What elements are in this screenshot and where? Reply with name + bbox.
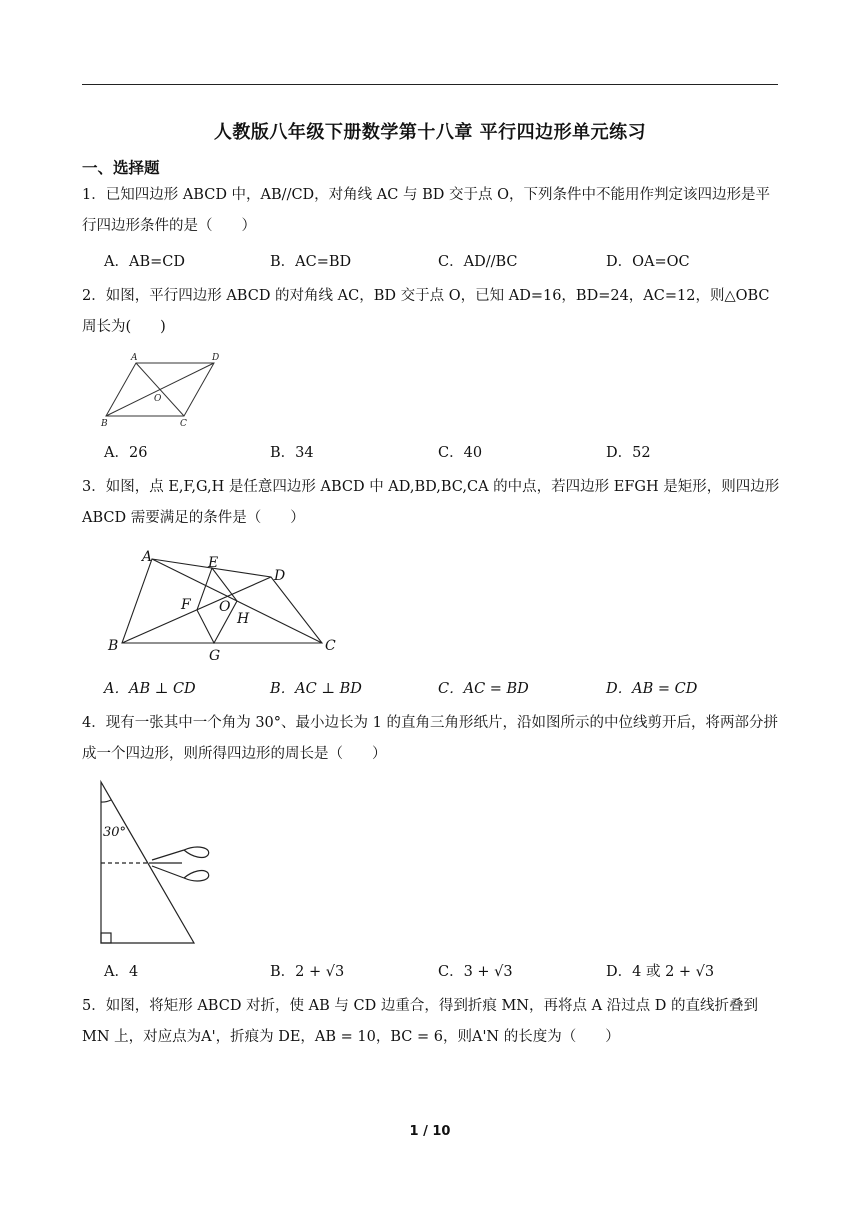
option-b[interactable]: B．AC ⊥ BD bbox=[270, 681, 362, 697]
option-c[interactable]: C．40 bbox=[438, 445, 483, 461]
label-f: F bbox=[181, 597, 191, 613]
option-c[interactable]: C．AC = BD bbox=[438, 681, 529, 697]
quadrilateral-figure bbox=[102, 544, 347, 664]
option-a[interactable]: A．AB=CD bbox=[104, 254, 185, 270]
label-a: A bbox=[131, 353, 138, 363]
option-d[interactable]: D．52 bbox=[606, 445, 651, 461]
label-e: E bbox=[208, 555, 219, 571]
label-h: H bbox=[237, 611, 250, 627]
question-2-stem: 2．如图，平行四边形 ABCD 的对角线 AC，BD 交于点 O，已知 AD=16，BD=24，AC=12，则△OBC 周长为( ) bbox=[82, 288, 770, 335]
label-a: A bbox=[142, 549, 153, 565]
question-2-options bbox=[104, 441, 784, 465]
option-c[interactable]: C．3 + √3 bbox=[438, 964, 513, 980]
label-d: D bbox=[274, 568, 286, 584]
option-d[interactable]: D．OA=OC bbox=[606, 254, 690, 270]
label-b: B bbox=[101, 419, 108, 429]
question-1-options bbox=[104, 250, 784, 274]
header-rule bbox=[82, 84, 778, 85]
option-a[interactable]: A．AB ⊥ CD bbox=[104, 681, 196, 697]
angle-label: 30° bbox=[103, 825, 127, 840]
question-4-stem: 4．现有一张其中一个角为 30°、最小边长为 1 的直角三角形纸片，沿如图所示的中位线剪开后，将两部分拼成一个四边形，则所得四边形的周长是（ ） bbox=[82, 715, 778, 762]
option-b[interactable]: B．34 bbox=[270, 445, 314, 461]
label-o: O bbox=[219, 599, 231, 615]
question-3-stem: 3．如图，点 E,F,G,H 是任意四边形 ABCD 中 AD,BD,BC,CA 的中点，若四边形 EFGH 是矩形，则四边形 ABCD 需要满足的条件是（ ） bbox=[82, 479, 780, 526]
label-b: B bbox=[108, 638, 119, 654]
question-4-options bbox=[104, 960, 784, 984]
label-o: O bbox=[154, 394, 162, 404]
option-d[interactable]: D．4 或 2 + √3 bbox=[606, 964, 715, 980]
question-3-options bbox=[104, 677, 784, 701]
parallelogram-figure bbox=[98, 350, 234, 430]
section-heading: 一、选择题 bbox=[82, 159, 160, 177]
page-title: 人教版八年级下册数学第十八章 平行四边形单元练习 bbox=[213, 122, 647, 143]
option-c[interactable]: C．AD//BC bbox=[438, 254, 518, 270]
option-d[interactable]: D．AB = CD bbox=[606, 681, 698, 697]
option-a[interactable]: A．26 bbox=[104, 445, 148, 461]
label-c: C bbox=[180, 419, 187, 429]
question-1-stem: 1．已知四边形 ABCD 中，AB//CD，对角线 AC 与 BD 交于点 O，下列条件中不能用作判定该四边形是平行四边形条件的是（ ） bbox=[82, 187, 770, 234]
label-g: G bbox=[209, 648, 221, 664]
label-d: D bbox=[212, 353, 220, 363]
option-b[interactable]: B．2 + √3 bbox=[270, 964, 345, 980]
option-b[interactable]: B．AC=BD bbox=[270, 254, 352, 270]
triangle-scissors-figure bbox=[94, 778, 216, 948]
option-a[interactable]: A．4 bbox=[104, 964, 139, 980]
page-number: 1 / 10 bbox=[409, 1124, 451, 1139]
label-c: C bbox=[325, 638, 336, 654]
question-5-stem: 5．如图，将矩形 ABCD 对折，使 AB 与 CD 边重合，得到折痕 MN，再将点 A 沿过点 D 的直线折叠到 MN 上，对应点为A'，折痕为 DE，AB = 10，BC = 6，则A'N 的长度为（ ） bbox=[82, 998, 759, 1045]
